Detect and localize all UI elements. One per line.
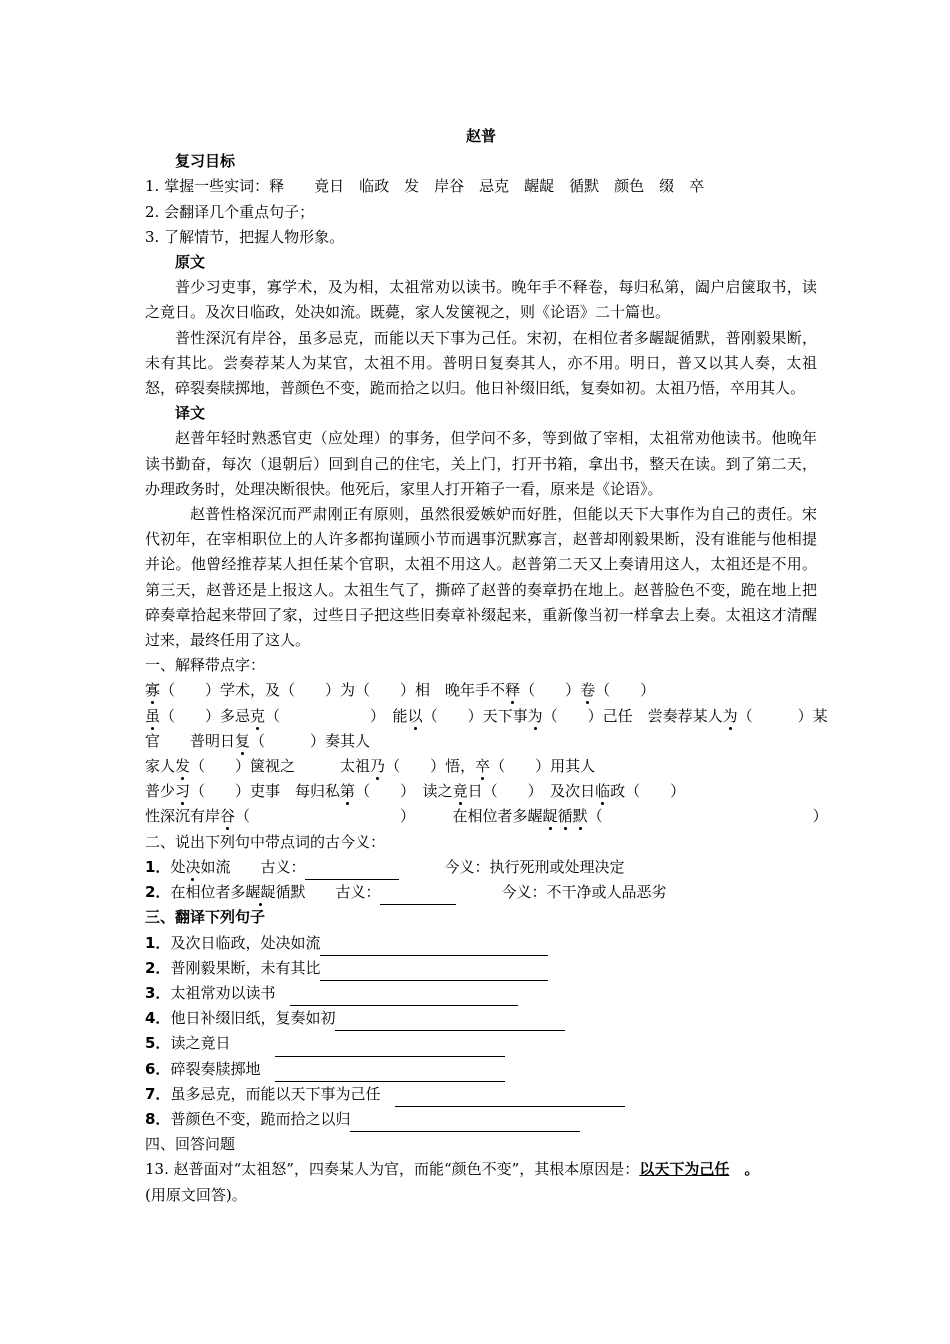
section2-question — [145, 855, 817, 880]
translate-item — [145, 956, 817, 981]
answer-blank-text[interactable]: （ ）多忌 — [160, 706, 251, 725]
dotted-char: 为 — [527, 706, 543, 725]
static-text: 官 普明日 — [145, 731, 236, 750]
translate-item — [145, 981, 817, 1006]
answer-line[interactable] — [320, 938, 548, 956]
dotted-char: 为 — [722, 706, 738, 725]
answer-blank-text[interactable]: （ ）奏其人 — [250, 731, 371, 750]
answer-blank-text[interactable]: （ ） — [625, 782, 686, 801]
static-text: 今义：不干净或人品恶劣 — [456, 883, 667, 902]
section1-row — [145, 779, 817, 804]
answer-blank-text[interactable]: （ ） — [595, 681, 656, 700]
dotted-char: 乃 — [370, 757, 386, 776]
answer-blank-text[interactable]: （ ）箧视之 太祖 — [190, 757, 371, 776]
dotted-char: 以 — [407, 706, 423, 725]
dotted-char: 虽 — [145, 706, 161, 725]
dotted-char: 发 — [175, 757, 191, 776]
sentence-text: 普颜色不变，跪而拾之以归 — [170, 1109, 351, 1128]
answer-blank-text[interactable]: （ ） 能 — [265, 706, 408, 725]
original-paragraph-1: 普少习吏事，寡学术，及为相，太祖常劝以读书。晚年手不释卷，每归私第，阖户启箧取书，读之竟日。及次日临政，处决如流。既薨，家人发箧视之，则《论语》二十篇也。 — [145, 278, 817, 322]
dotted-char: 谷 — [220, 807, 236, 826]
sentence-text: 碎裂奏牍掷地 — [170, 1059, 276, 1078]
goal-item: 2. 会翻译几个重点句子； — [145, 202, 315, 221]
section1-row — [145, 729, 817, 754]
translate-item — [145, 931, 817, 956]
answer-blank-text[interactable]: （ ） 读之 — [355, 782, 453, 801]
goals-heading: 复习目标 — [175, 152, 236, 171]
static-text: 如流 古义： — [200, 857, 306, 876]
static-text: 在相位者多 — [170, 883, 246, 902]
sentence-text: 虽多忌克，而能以天下事为己任 — [170, 1084, 396, 1103]
dotted-char: 克 — [250, 706, 266, 725]
question-number: 2． — [145, 883, 171, 902]
dotted-char: 第 — [340, 782, 356, 801]
answer-blank-text[interactable]: （ ）吏事 每归私 — [190, 782, 341, 801]
section4-heading: 四、回答问题 — [145, 1135, 236, 1154]
static-text: 日 — [467, 782, 483, 801]
question-end: 。 — [729, 1160, 760, 1179]
dotted-char: 循 — [557, 807, 573, 826]
document-page — [145, 124, 828, 1208]
question-number: 8． — [145, 1109, 171, 1128]
answer-blank-text[interactable]: （ ）相 晚年手不 — [355, 681, 506, 700]
static-text: 循默 古义： — [275, 883, 381, 902]
question-text: 13. 赵普面对“太祖怒”，四奏某人为官，而能“颜色不变”，其根本原因是： — [145, 1160, 640, 1179]
static-text: 性深沉有岸 — [145, 807, 221, 826]
answer-line[interactable] — [275, 1064, 505, 1082]
question-number: 5． — [145, 1034, 171, 1053]
question-number: 1． — [145, 933, 171, 952]
question-13 — [145, 1157, 817, 1182]
answer-line[interactable] — [320, 963, 548, 981]
sentence-text: 及次日临政，处决如流 — [170, 933, 321, 952]
static-text: 今义：执行死刑或处理决定 — [399, 857, 625, 876]
answer-line[interactable] — [275, 1039, 505, 1057]
answer-blank-text[interactable]: （ ）用其人 — [490, 757, 596, 776]
dotted-char: 释 — [505, 681, 521, 700]
dotted-char: 龌龊 — [245, 883, 276, 902]
translation-paragraph-2: 赵普性格深沉而严肃刚正有原则，虽然很爱嫉妒而好胜，但能以天下大事作为自己的责任。宋代初年，在宰相职位上的人许多都拘谨顾小节而遇事沉默寡言，赵普却刚毅果断，没有谁能与他相提并论。他曾经推荐某人担任某个官职，太祖不用这人。赵普第二天又上奏请用这人，太祖还是不用。第三天，赵普还是上报这人。太祖生气了，撕碎了赵普的奏章扔在地上。赵普脸色不变，跪在地上把碎奏章拾起来带回了家，过些日子把这些旧奏章补缀起来，重新像当初一样拿去上奏。太祖这才清醒过来，最终任用了这人。 — [145, 505, 817, 650]
question-number: 4． — [145, 1009, 171, 1028]
dotted-char: 复 — [235, 731, 251, 750]
dotted-char: 卒 — [475, 757, 491, 776]
static-text: 处 — [170, 857, 186, 876]
section1-row — [145, 704, 828, 729]
answer-blank-text[interactable]: （ ）天下事 — [422, 706, 528, 725]
answer-line[interactable] — [290, 988, 518, 1006]
translate-item — [145, 1057, 817, 1082]
original-paragraph-2: 普性深沉有岸谷，虽多忌克，而能以天下事为己任。宋初，在相位者多龌龊循默，普刚毅果断，未有其比。尝奏荐某人为某官，太祖不用。普明日复奏其人，亦不用。明日，普又以其人奏，太祖怒，碎裂奏牍掷地，普颜色不变，跪而拾之以归。他日补缀旧纸，复奏如初。太祖乃悟，卒用其人。 — [145, 328, 817, 398]
section2-heading: 二、说出下列句中带点词的古今义： — [145, 832, 386, 851]
static-text: 普少 — [145, 782, 176, 801]
question-13-note: (用原文回答)。 — [145, 1185, 247, 1204]
answer-blank-text[interactable]: （ ） 及次日 — [482, 782, 596, 801]
section1-row — [145, 754, 817, 779]
static-text: 家人 — [145, 757, 176, 776]
dotted-char: 寡 — [145, 681, 161, 700]
answer-line[interactable] — [335, 1013, 565, 1031]
dotted-char: 卷 — [580, 681, 596, 700]
dotted-char: 习 — [175, 782, 191, 801]
answer-blank-text[interactable]: （ ）己任 尝奏荐某人 — [542, 706, 723, 725]
original-heading: 原文 — [175, 253, 206, 272]
dotted-char: 临 — [595, 782, 611, 801]
section1-heading: 一、解释带点字： — [145, 656, 266, 675]
dotted-char: 决 — [185, 857, 201, 876]
answer-blank-text[interactable]: （ ） 在相位者多龌 — [235, 807, 543, 826]
section1-row — [145, 678, 817, 703]
page-title: 赵普 — [465, 127, 496, 145]
question-number: 7． — [145, 1084, 171, 1103]
dotted-char: 龊 — [542, 807, 558, 826]
translation-paragraph-1: 赵普年轻时熟悉官吏（应处理）的事务，但学问不多，等到做了宰相，太祖常劝他读书。他晚年读书勤奋，每次（退朝后）回到自己的住宅，关上门，打开书箱，拿出书，整天在读。到了第二天，办理政务时，处理决断很快。他死后，家里人打开箱子一看，原来是《论语》。 — [145, 429, 817, 498]
translate-item — [145, 1006, 817, 1031]
goal-item: 3. 了解情节，把握人物形象。 — [145, 227, 345, 246]
sentence-text: 普刚毅果断，未有其比 — [170, 958, 321, 977]
translate-item — [145, 1082, 817, 1107]
answer-blank-text[interactable]: （ ） — [520, 681, 581, 700]
answer-blank-text[interactable]: （ ）为 — [280, 681, 356, 700]
sentence-text: 他日补缀旧纸，复奏如初 — [170, 1009, 336, 1028]
question-number: 2． — [145, 958, 171, 977]
answer-line[interactable] — [395, 1089, 625, 1107]
answer-blank-text[interactable]: （ ）学术，及 — [160, 681, 281, 700]
answer-line[interactable] — [305, 862, 399, 880]
answer-line[interactable] — [350, 1114, 580, 1132]
question-number: 1． — [145, 857, 171, 876]
translate-item — [145, 1031, 817, 1056]
static-text: 政 — [610, 782, 626, 801]
question-number: 6． — [145, 1059, 171, 1078]
goal-item: 1. 掌握一些实词：释 竟日 临政 发 岸谷 忌克 龌龊 循默 颜色 缀 卒 — [145, 177, 705, 196]
question-number: 3． — [145, 983, 171, 1002]
section1-row — [145, 804, 828, 829]
dotted-char: 竟 — [452, 782, 468, 801]
section3-heading: 三、翻译下列句子 — [145, 908, 266, 927]
answer-blank-text[interactable]: （ ） — [587, 807, 828, 826]
sentence-text: 太祖常劝以读书 — [170, 983, 291, 1002]
translation-heading: 译文 — [175, 404, 206, 423]
section2-question — [145, 880, 817, 905]
answer-blank-text[interactable]: （ ）某 — [737, 706, 828, 725]
dotted-char: 默 — [572, 807, 588, 826]
answer-blank-text[interactable]: （ ）悟， — [385, 757, 476, 776]
translate-item — [145, 1107, 817, 1132]
sentence-text: 读之竟日 — [170, 1034, 276, 1053]
answer-text: 以天下为己任 — [639, 1160, 730, 1179]
answer-line[interactable] — [380, 887, 456, 905]
